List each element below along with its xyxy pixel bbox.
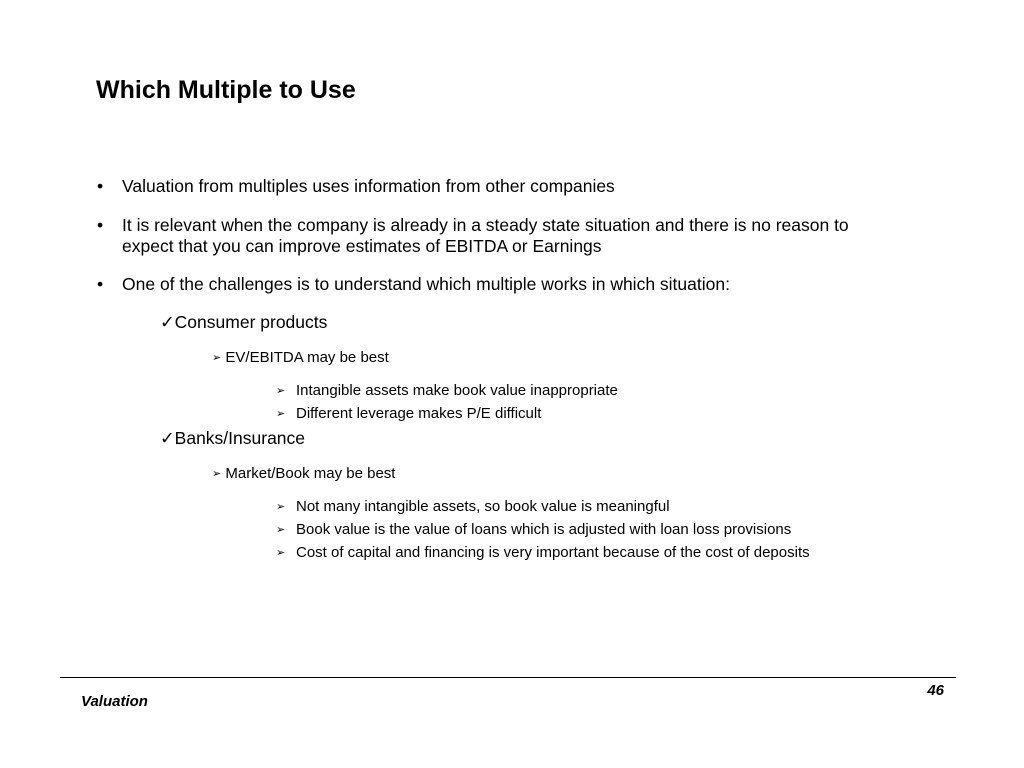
bullet-item xyxy=(97,176,877,197)
recommendation-item xyxy=(212,349,389,367)
reason-item xyxy=(276,521,876,539)
reason-item xyxy=(276,544,816,562)
arrow-bullet-icon: ➢ xyxy=(276,385,286,397)
arrow-bullet-icon: ➢ xyxy=(276,501,286,513)
recommendation-text: EV/EBITDA may be best xyxy=(225,349,389,366)
arrow-bullet-icon: ➢ xyxy=(212,468,222,480)
reason-text: Not many intangible assets, so book value is meaningful xyxy=(296,498,670,515)
arrow-bullet-icon: ➢ xyxy=(212,352,222,364)
arrow-bullet-icon: ➢ xyxy=(276,547,286,559)
checkmark-icon: ✓ xyxy=(160,428,175,448)
reason-text: Cost of capital and financing is very important because of the cost of deposits xyxy=(296,544,810,561)
footer-divider xyxy=(60,677,956,678)
bullet-icon: • xyxy=(97,215,104,235)
section-heading-text: Consumer products xyxy=(174,312,328,332)
arrow-bullet-icon: ➢ xyxy=(276,524,286,536)
page-number: 46 xyxy=(927,682,944,699)
bullet-item xyxy=(97,215,877,257)
reason-item xyxy=(276,498,876,516)
reason-text: Book value is the value of loans which is adjusted with loan loss provisions xyxy=(296,521,792,538)
bullet-item xyxy=(97,274,877,295)
recommendation-text: Market/Book may be best xyxy=(225,465,396,482)
bullet-text: One of the challenges is to understand which multiple works in which situation: xyxy=(122,274,730,294)
reason-item xyxy=(276,382,876,400)
reason-item xyxy=(276,405,876,423)
bullet-text: It is relevant when the company is already in a steady state situation and there is no reason to expect that you can improve estimates of EBITDA or Earnings xyxy=(122,215,849,256)
reason-text: Different leverage makes P/E difficult xyxy=(296,405,542,422)
footer-label: Valuation xyxy=(81,693,148,710)
bullet-icon: • xyxy=(97,274,104,294)
recommendation-item xyxy=(212,465,395,483)
section-heading xyxy=(160,428,305,449)
arrow-bullet-icon: ➢ xyxy=(276,408,286,420)
reason-text: Intangible assets make book value inappropriate xyxy=(296,382,618,399)
checkmark-icon: ✓ xyxy=(160,312,175,332)
bullet-text: Valuation from multiples uses information from other companies xyxy=(122,176,615,196)
section-heading-text: Banks/Insurance xyxy=(174,428,306,448)
slide-title: Which Multiple to Use xyxy=(96,76,356,104)
section-heading xyxy=(160,312,327,333)
bullet-icon: • xyxy=(97,176,104,196)
